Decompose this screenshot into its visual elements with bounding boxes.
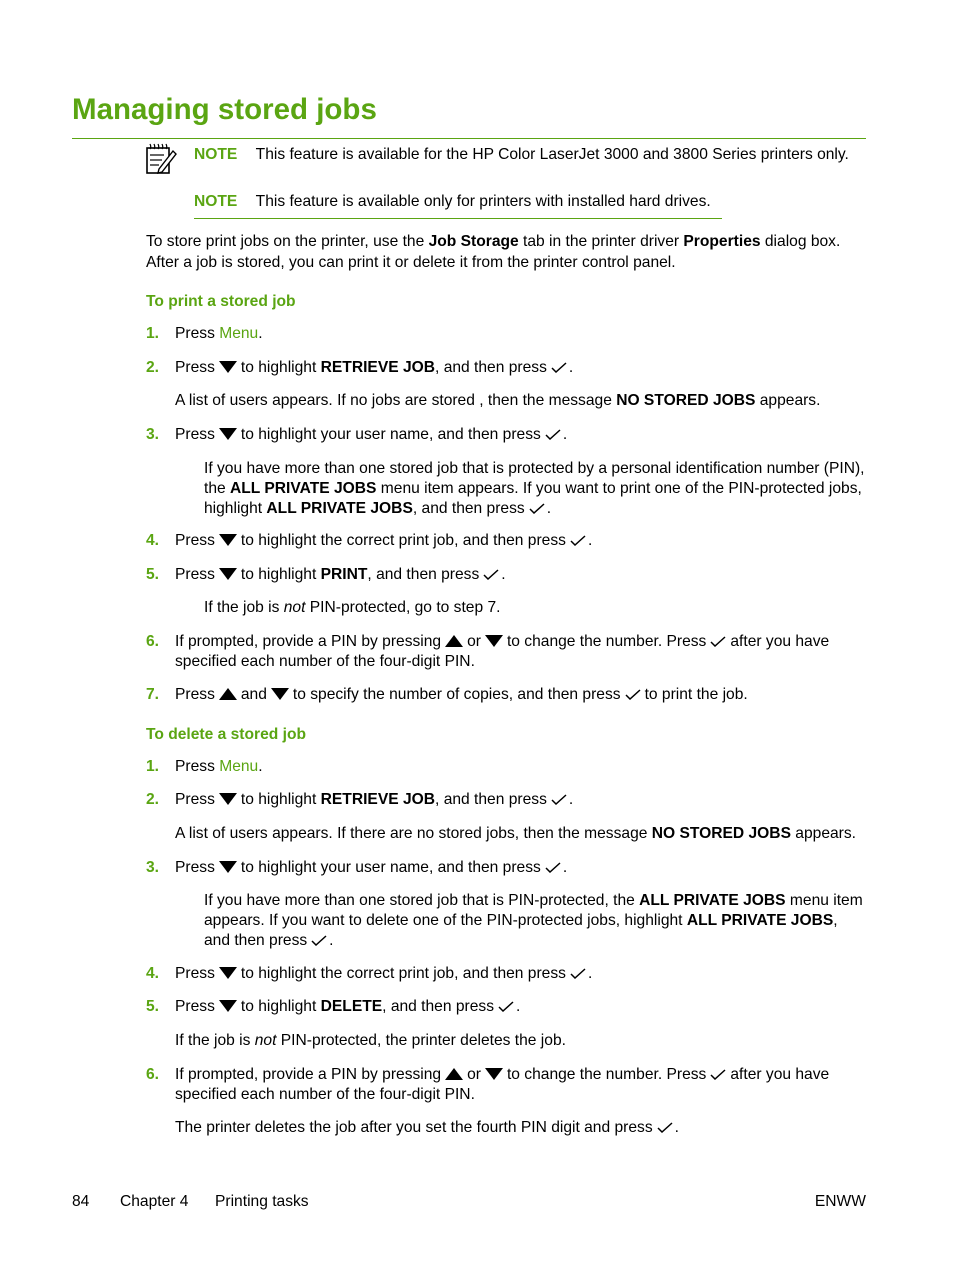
step-text: Press Menu.: [175, 325, 263, 342]
checkmark-icon: [498, 1001, 514, 1012]
step-text: Press to highlight the correct print job, and then press .: [175, 532, 593, 549]
checkmark-icon: [545, 429, 561, 440]
section-heading-delete: To delete a stored job: [146, 726, 307, 743]
down-arrow-icon: [219, 428, 237, 440]
note-rule: [194, 218, 722, 219]
step-note: If the job is not PIN-protected, go to step 7.: [204, 599, 501, 616]
down-arrow-icon: [485, 1068, 503, 1080]
down-arrow-icon: [271, 688, 289, 700]
step-text: If prompted, provide a PIN by pressing or to change the number. Press after you have specified each number of the four-digit PIN.: [175, 1066, 830, 1103]
step-text: Press to highlight RETRIEVE JOB, and then press .: [175, 791, 574, 808]
step-text: Press to highlight the correct print job, and then press .: [175, 965, 593, 982]
step-text: Press to highlight DELETE, and then press .: [175, 998, 521, 1015]
note-text: This feature is available for the HP Color LaserJet 3000 and 3800 Series printers only.: [255, 146, 849, 163]
step-note: If you have more than one stored job that is protected by a personal identification number (PIN), the ALL PRIVATE JOBS menu item appears. If you want to print one of the PIN-protected jobs, highlight ALL PRIVATE JOBS, and then press .: [204, 460, 865, 517]
note-pad-icon: [144, 142, 178, 176]
down-arrow-icon: [219, 861, 237, 873]
note-text: This feature is available only for printers with installed hard drives.: [255, 193, 711, 210]
down-arrow-icon: [219, 534, 237, 546]
step-text: Press to highlight your user name, and then press .: [175, 859, 568, 876]
checkmark-icon: [551, 362, 567, 373]
menu-button-label: Menu: [219, 758, 259, 775]
checkmark-icon: [570, 535, 586, 546]
step-number: 2.: [146, 791, 160, 808]
checkmark-icon: [529, 503, 545, 514]
step-text: Press to highlight PRINT, and then press .: [175, 566, 506, 583]
checkmark-icon: [710, 1069, 726, 1080]
section-heading-print: To print a stored job: [146, 293, 296, 310]
step-number: 1.: [146, 758, 160, 775]
step-note: The printer deletes the job after you set the fourth PIN digit and press .: [175, 1119, 679, 1136]
footer-chapter: Chapter 4: [120, 1193, 189, 1210]
note-1: [194, 145, 849, 165]
up-arrow-icon: [219, 688, 237, 700]
note-label: NOTE: [194, 146, 238, 163]
checkmark-icon: [625, 689, 641, 700]
note-2: [194, 192, 711, 212]
step-number: 3.: [146, 859, 160, 876]
step-number: 4.: [146, 532, 160, 549]
checkmark-icon: [710, 636, 726, 647]
checkmark-icon: [545, 862, 561, 873]
step-text: If prompted, provide a PIN by pressing or to change the number. Press after you have specified each number of the four-digit PIN.: [175, 633, 830, 670]
page-title: Managing stored jobs: [72, 93, 377, 126]
step-note: A list of users appears. If no jobs are stored , then the message NO STORED JOBS appears.: [175, 392, 821, 409]
step-number: 7.: [146, 686, 160, 703]
page-number: 84: [72, 1193, 90, 1210]
checkmark-icon: [657, 1122, 673, 1133]
step-text: Press to highlight RETRIEVE JOB, and then press .: [175, 359, 574, 376]
up-arrow-icon: [445, 635, 463, 647]
step-number: 3.: [146, 426, 160, 443]
down-arrow-icon: [219, 793, 237, 805]
intro-paragraph: To store print jobs on the printer, use the Job Storage tab in the printer driver Properties dialog box. After a job is stored, you can print it or delete it from the printer control panel.: [146, 233, 841, 271]
checkmark-icon: [570, 968, 586, 979]
title-rule: [72, 138, 866, 139]
step-note: If the job is not PIN-protected, the printer deletes the job.: [175, 1032, 566, 1049]
checkmark-icon: [311, 935, 327, 946]
note-label: NOTE: [194, 193, 238, 210]
step-text: Press Menu.: [175, 758, 263, 775]
step-note: If you have more than one stored job that is PIN-protected, the ALL PRIVATE JOBS menu item appears. If you want to delete one of the PIN-protected jobs, highlight ALL PRIVATE JOBS, and then press .: [204, 892, 863, 949]
footer-section: Printing tasks: [215, 1193, 309, 1210]
step-number: 2.: [146, 359, 160, 376]
step-number: 1.: [146, 325, 160, 342]
step-number: 5.: [146, 566, 160, 583]
menu-button-label: Menu: [219, 325, 259, 342]
step-number: 6.: [146, 633, 160, 650]
step-number: 5.: [146, 998, 160, 1015]
down-arrow-icon: [219, 1000, 237, 1012]
down-arrow-icon: [485, 635, 503, 647]
up-arrow-icon: [445, 1068, 463, 1080]
down-arrow-icon: [219, 967, 237, 979]
step-note: A list of users appears. If there are no stored jobs, then the message NO STORED JOBS appears.: [175, 825, 856, 842]
down-arrow-icon: [219, 361, 237, 373]
down-arrow-icon: [219, 568, 237, 580]
checkmark-icon: [483, 569, 499, 580]
checkmark-icon: [551, 794, 567, 805]
step-text: Press and to specify the number of copies, and then press to print the job.: [175, 686, 748, 703]
step-number: 4.: [146, 965, 160, 982]
footer-code: ENWW: [814, 1193, 866, 1210]
step-text: Press to highlight your user name, and then press .: [175, 426, 568, 443]
step-number: 6.: [146, 1066, 160, 1083]
